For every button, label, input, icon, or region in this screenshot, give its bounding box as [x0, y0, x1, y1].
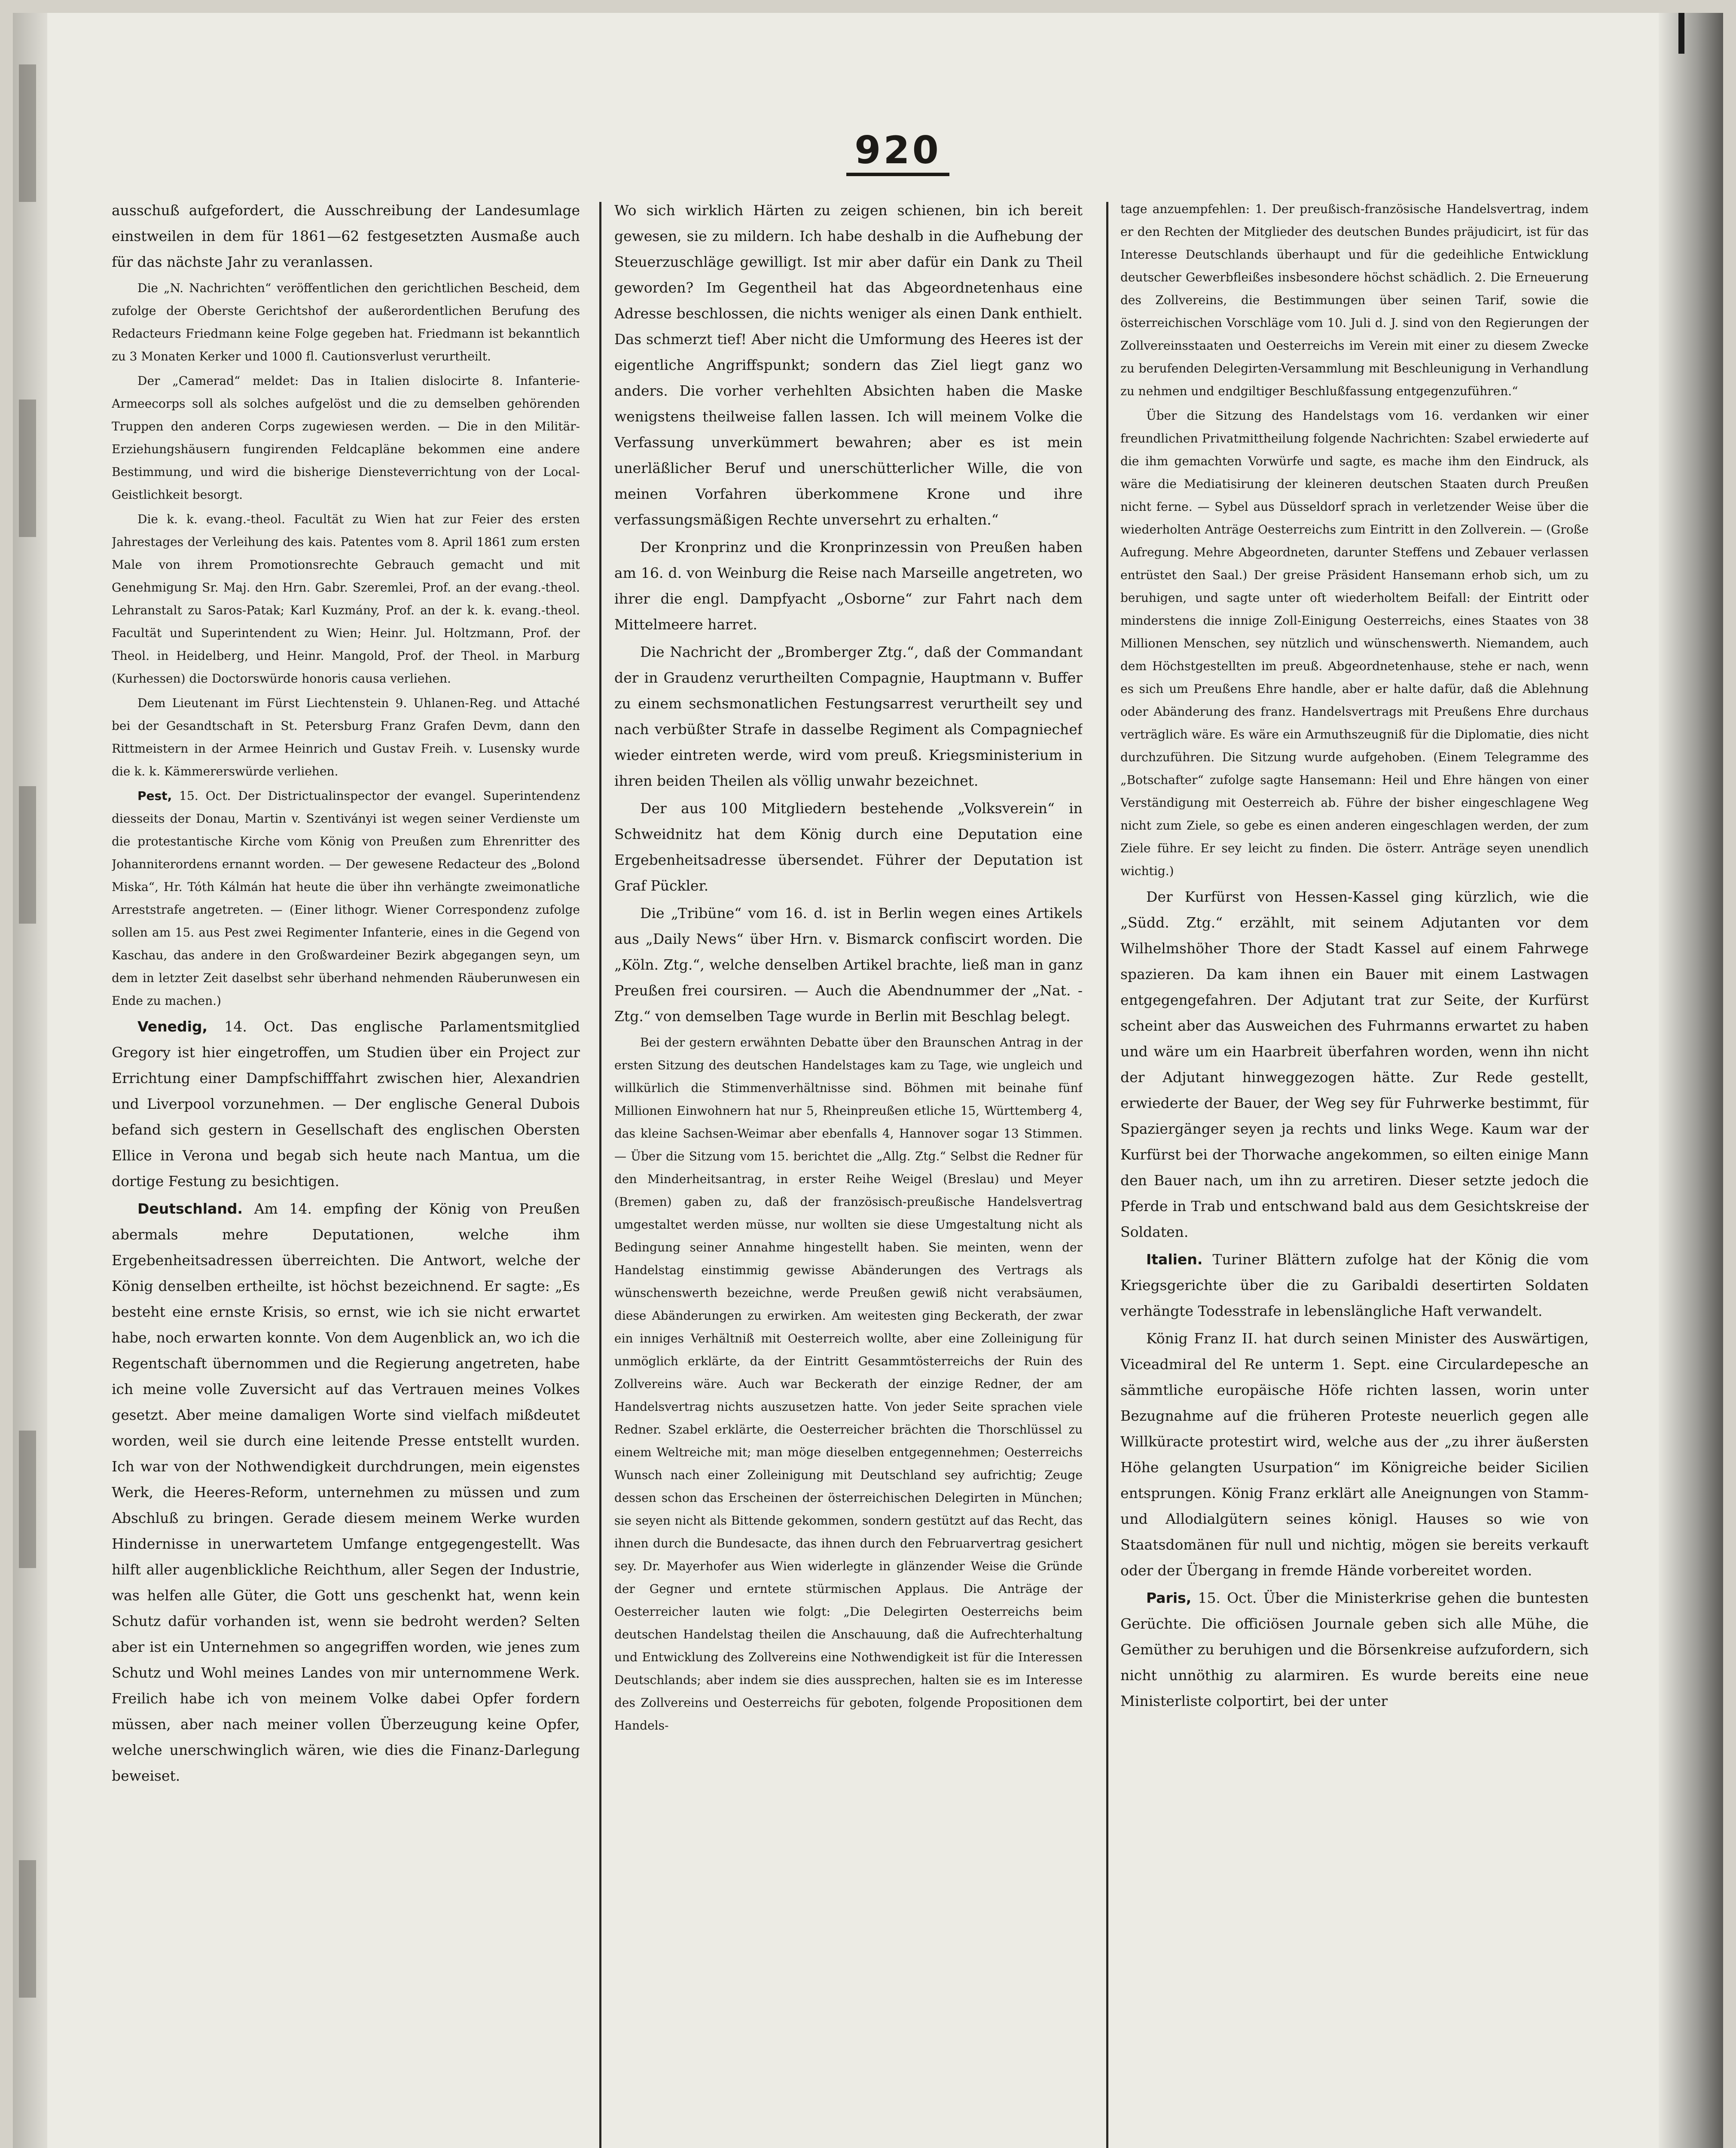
article-text: Die Nachricht der „Bromberger Ztg.“, daß der Commandant der in Graudenz verurtheilten Compagnie, Hauptmann v. Buffer zu einem sechsmonatlichen Festungsarrest verurtheilt sey und nach verbüßter Strafe in dasselbe Regiment als Compagniechef wieder eintreten werde, wird vom preuß. Kriegsministerium in ihren beiden Theilen als völlig unwahr bezeichnet. [614, 644, 1083, 789]
newspaper-page [13, 13, 1723, 2148]
article-text: Der „Camerad“ meldet: Das in Italien dislocirte 8. Infanterie-Armeecorps soll als solches aufgelöst und die zu demselben gehörenden Truppen den anderen Corps zugewiesen werden. — Die in den Militär-Erziehungshäusern fungirenden Feldcapläne bekommen eine andere Bestimmung, und wird die bisherige Diensteverrichtung von der Local-Geistlichkeit besorgt. [112, 374, 580, 502]
article-text: Der Kurfürst von Hessen-Kassel ging kürzlich, wie die „Südd. Ztg.“ erzählt, mit seinem Adjutanten vor dem Wilhelmshöher Thore der Stadt Kassel auf einem Fahrwege spazieren. Da kam ihnen ein Bauer mit einem Lastwagen entgegengefahren. Der Adjutant trat zur Seite, der Kurfürst scheint aber das Ausweichen des Fuhrmanns erwartet zu haben und wäre um ein Haarbreit überfahren worden, wenn ihn nicht der Adjutant hinweggezogen hätte. Zur Rede gestellt, erwiederte der Bauer, der Weg sey für Fuhrwerke bestimmt, für Spaziergänger seyen ja rechts und links Wege. Kaum war der Kurfürst bei der Thorwache angekommen, so eilten einige Mann den Bauer nach, um ihn zu arretiren. Dieser setzte jedoch die Pferde in Trab und entschwand bald aus dem Gesichtskreise der Soldaten. [1120, 888, 1589, 1240]
article-text: Die „Tribüne“ vom 16. d. ist in Berlin wegen eines Artikels aus „Daily News“ über Hrn. v. Bismarck confiscirt worden. Die „Köln. Ztg.“, welche denselben Artikel brachte, ließ man in ganz Preußen frei coursiren. — Auch die Abendnummer der „Nat. - Ztg.“ von demselben Tage wurde in Berlin mit Beschlag belegt. [614, 905, 1083, 1025]
article-text: Turiner Blättern zufolge hat der König die vom Kriegsgerichte über die zu Garibaldi desertirten Soldaten verhängte Todesstrafe in lebenslängliche Haft verwandelt. [1120, 1251, 1589, 1319]
article-paragraph [614, 198, 1083, 533]
article-text: Der aus 100 Mitgliedern bestehende „Volksverein“ in Schweidnitz hat dem König durch eine Deputation eine Ergebenheitsadresse übersendet. Führer der Deputation ist Graf Pückler. [614, 800, 1083, 894]
article-paragraph [112, 277, 580, 368]
article-paragraph [112, 784, 580, 1012]
article-text: Über die Sitzung des Handelstags vom 16. verdanken wir einer freundlichen Privatmittheilung folgende Nachrichten: Szabel erwiederte auf die ihm gemachten Vorwürfe und sagte, es mache ihm den Eindruck, als wäre die Mediatisirung der kleineren deutschen Staaten durch Preußen nicht ferne. — Sybel aus Düsseldorf sprach in verletzender Weise über die wiederholten Anträge Oesterreichs zum Eintritt in den Zollverein. — (Große Aufregung. Mehre Abgeordneten, darunter Steffens und Zebauer verlassen entrüstet den Saal.) Der greise Präsident Hansemann erhob sich, um zu beruhigen, und sagte unter oft wiederholtem Beifall: der Eintritt oder minderstens die innige Zoll-Einigung Oesterreichs, eines Staates von 38 Millionen Menschen, sey nützlich und wünschenswerth. Niemandem, auch dem Höchstgestellten im preuß. Abgeordnetenhause, stehe er nach, wenn es sich um Preußens Ehre handle, aber er halte dafür, daß die Ablehnung oder Abänderung des franz. Handelsvertrags mit Preußens Ehre durchaus verträglich wäre. Es wäre ein Armuthszeugniß für die Diplomatie, dies nicht durchzuführen. Die Sitzung wurde aufgehoben. (Einem Telegramme des „Botschafter“ zufolge sagte Hansemann: Heil und Ehre hängen von einer Verständigung mit Oesterreich ab. Führe der bisher eingeschlagene Weg nicht zum Ziele, so gebe es einen anderen eingeschlagen werden, der zum Ziele führe. Er sey leicht zu finden. Die österr. Anträge seyen unendlich wichtig.) [1120, 409, 1589, 878]
article-dateline: Paris, [1146, 1590, 1192, 1606]
text-column-1 [112, 198, 580, 2148]
article-paragraph [112, 692, 580, 783]
article-text: Am 14. empfing der König von Preußen abermals mehre Deputationen, welche ihm Ergebenheitsadressen überreichten. Die Antwort, welche der König denselben ertheilte, ist höchst bezeichnend. Er sagte: „Es besteht eine ernste Krisis, so ernst, wie ich sie nicht erwartet habe, noch erwarten konnte. Von dem Augenblick an, wo ich die Regentschaft übernommen und die Regierung angetreten, habe ich meine volle Zuversicht auf das Vertrauen meines Volkes gesetzt. Aber meine damaligen Worte sind vielfach mißdeutet worden, weil sie durch eine leitende Presse entstellt wurden. Ich war von der Nothwendigkeit durchdrungen, mein eigenstes Werk, die Heeres-Reform, unternehmen zu müssen und zum Abschluß zu bringen. Gerade diesem meinem Werke wurden Hindernisse in unerwartetem Umfange entgegengestellt. Was hilft aller augenblickliche Reichthum, aller Segen der Industrie, was helfen alle Güter, die Gott uns geschenkt hat, wenn kein Schutz dafür vorhanden ist, wenn sie bedroht werden? Selten aber ist ein Unternehmen so angegriffen worden, wie jenes zum Schutz und Wohl meines Landes von mir unternommene Werk. Freilich habe ich von meinem Volke dabei Opfer fordern müssen, aber nach meiner vollen Überzeugung keine Opfer, welche unerschwinglich wären, wie dies die Finanz-Darlegung beweiset. [112, 1200, 580, 1784]
article-paragraph [614, 900, 1083, 1029]
article-paragraph [614, 534, 1083, 638]
article-text: 14. Oct. Das englische Parlamentsmitglied Gregory ist hier eingetroffen, um Studien über ein Project zur Errichtung einer Dampfschifffahrt zwischen hier, Alexandrien und Liverpool vorzunehmen. — Der englische General Dubois befand sich gestern in Gesellschaft des englischen Obersten Ellice in Verona und begab sich heute nach Mantua, um die dortige Festung zu besichtigen. [112, 1018, 580, 1190]
article-paragraph [112, 369, 580, 506]
article-paragraph [1120, 1585, 1589, 1714]
article-paragraph [1120, 884, 1589, 1245]
scan-edge-shadow [1659, 13, 1723, 2148]
article-text: Dem Lieutenant im Fürst Liechtenstein 9. Uhlanen-Reg. und Attaché bei der Gesandtschaft in St. Petersburg Franz Grafen Devm, dann den Rittmeistern in der Armee Heinrich und Gustav Freih. v. Lusensky wurde die k. k. Kämmererswürde verliehen. [112, 696, 580, 778]
page-number-rule [846, 173, 949, 176]
text-column-3 [1120, 198, 1589, 2148]
article-text: Wo sich wirklich Härten zu zeigen schienen, bin ich bereit gewesen, sie zu mildern. Ich habe deshalb in die Aufhebung der Steuerzuschläge gewilligt. Ist mir aber dafür ein Dank zu Theil geworden? Im Gegentheil hat das Abgeordnetenhaus eine Adresse beschlossen, die nichts weniger als einen Dank enthielt. Das schmerzt tief! Aber nicht die Umformung des Heeres ist der eigentliche Angriffspunkt; sondern das Ziel liegt ganz wo anders. Die vorher verhehlten Absichten haben die Maske wenigstens theilweise fallen lassen. Ich will meinem Volke die Verfassung unverkümmert bewahren; aber es ist mein unerläßlicher Beruf und unerschütterlicher Wille, die von meinen Vorfahren überkommene Krone und ihre verfassungsmäßigen Rechte unversehrt zu erhalten.“ [614, 202, 1083, 528]
article-dateline: Italien. [1146, 1251, 1203, 1268]
article-paragraph [614, 796, 1083, 899]
article-paragraph [614, 639, 1083, 794]
article-text: König Franz II. hat durch seinen Minister des Auswärtigen, Viceadmiral del Re unterm 1. Sept. eine Circulardepesche an sämmtliche europäische Höfe richten lassen, worin unter Bezugnahme auf die früheren Proteste neuerlich gegen alle Willküracte protestirt wird, welche aus der „zu ihrer äußersten Höhe gelangten Usurpation“ im Königreiche beider Sicilien entsprungen. König Franz erklärt alle Aneignungen von Stamm- und Allodialgütern seines königl. Hauses so wie von Staatsdomänen für null und nichtig, mögen sie bereits verkauft oder der Übergang in fremde Hände vorbereitet worden. [1120, 1330, 1589, 1579]
article-text: 15. Oct. Über die Ministerkrise gehen die buntesten Gerüchte. Die officiösen Journale geben sich alle Mühe, die Gemüther zu beruhigen und die Börsenkreise aufzufordern, sich nicht unnöthig zu alarmiren. Es wurde bereits eine neue Ministerliste colportirt, bei der unter [1120, 1590, 1589, 1709]
text-column-2 [614, 198, 1083, 2148]
scan-crop-mark [1678, 13, 1684, 54]
column-divider [599, 202, 601, 2148]
article-text: Bei der gestern erwähnten Debatte über den Braunschen Antrag in der ersten Sitzung des deutschen Handelstages kam zu Tage, wie ungleich und willkürlich die Stimmenverhältnisse sind. Böhmen mit beinahe fünf Millionen Einwohnern hat nur 5, Rheinpreußen etliche 15, Württemberg 4, das kleine Sachsen-Weimar aber ebenfalls 4, Hannover sogar 13 Stimmen. — Über die Sitzung vom 15. berichtet die „Allg. Ztg.“ Selbst die Redner für den Minderheitsantrag, in erster Reihe Weigel (Breslau) und Meyer (Bremen) gaben zu, daß der französisch-preußische Handelsvertrag umgestaltet werden müsse, nur wollten sie diese Umgestaltung nicht als Bedingung seiner Annahme hingestellt haben. Sie meinten, wenn der Handelstag einstimmig gewisse Abänderungen des Vertrags als wünschenswerth bezeichne, werde Preußen gewiß nicht verabsäumen, diese Abänderungen zu erwirken. Am weitesten ging Beckerath, der zwar ein inniges Verhältniß mit Oesterreich wollte, aber eine Zolleinigung für unmöglich erklärte, da der Eintritt Gesammtösterreichs der Ruin des Zollvereins wäre. Auch war Beckerath der einzige Redner, der am Handelsvertrag nichts auszusetzen hatte. Von jeder Seite sprachen viele Redner. Szabel erklärte, die Oesterreicher brächten die Thorschlüssel zu einem Weltreiche mit; man möge dieselben entgegennehmen; Oesterreichs Wunsch nach einer Zolleinigung mit Deutschland sey aufrichtig; Zeuge dessen schon das Erscheinen der österreichischen Delegirten in München; sie seyen nicht als Bittende gekommen, sondern gestützt auf das Recht, das ihnen durch die Bundesacte, das ihnen durch den Februarvertrag gesichert sey. Dr. Mayerhofer aus Wien widerlegte in glänzender Weise die Gründe der Gegner und erntete stürmischen Applaus. Die Anträge der Oesterreicher lauten wie folgt: „Die Delegirten Oesterreichs beim deutschen Handelstag theilen die Anschauung, daß die Aufrechterhaltung und Entwicklung des Zollvereins eine Nothwendigkeit ist für die Interessen Deutschlands; aber indem sie dies aussprechen, halten sie es im Interesse des Zollvereins und Oesterreichs für geboten, folgende Propositionen dem Handels- [614, 1035, 1083, 1733]
article-dateline: Pest, [137, 789, 172, 803]
article-paragraph [1120, 404, 1589, 882]
article-text: ausschuß aufgefordert, die Ausschreibung der Landesumlage einstweilen in dem für 1861—62 festgesetzten Ausmaße auch für das nächste Jahr zu veranlassen. [112, 202, 580, 270]
article-paragraph [1120, 1326, 1589, 1584]
article-paragraph [112, 508, 580, 690]
article-text: Die k. k. evang.-theol. Facultät zu Wien hat zur Feier des ersten Jahrestages der Verleihung des kais. Patentes vom 8. April 1861 zum ersten Male von ihrem Promotionsrechte Gebrauch gemacht und mit Genehmigung Sr. Maj. den Hrn. Gabr. Szeremlei, Prof. an der evang.-theol. Lehranstalt zu Saros-Patak; Karl Kuzmány, Prof. an der k. k. evang.-theol. Facultät und Superintendent zu Wien; Heinr. Jul. Holtzmann, Prof. der Theol. in Heidelberg, und Heinr. Mangold, Prof. der Theol. in Marburg (Kurhessen) die Doctorswürde honoris causa verliehen. [112, 512, 580, 686]
article-text: Der Kronprinz und die Kronprinzessin von Preußen haben am 16. d. von Weinburg die Reise nach Marseille angetreten, wo ihrer die engl. Dampfyacht „Osborne“ zur Fahrt nach dem Mittelmeere harret. [614, 539, 1083, 633]
article-paragraph [1120, 198, 1589, 403]
page-number: 920 [854, 128, 941, 172]
article-dateline: Venedig, [137, 1018, 208, 1035]
article-paragraph [112, 198, 580, 275]
article-text: 15. Oct. Der Districtualinspector der evangel. Superintendenz diesseits der Donau, Martin v. Szentiványi ist wegen seiner Verdienste um die protestantische Kirche vom König von Preußen zum Ehrenritter des Johanniterordens ernannt worden. — Der gewesene Redacteur des „Bolond Miska“, Hr. Tóth Kálmán hat heute die über ihn verhängte zweimonatliche Arreststrafe angetreten. — (Einer lithogr. Wiener Correspondenz zufolge sollen am 15. aus Pest zwei Regimenter Infanterie, eines in die Gegend von Kaschau, das andere in den Großwardeiner Bezirk abgegangen seyn, um dem in letzter Zeit daselbst sehr überhand nehmenden Räuberunwesen ein Ende zu machen.) [112, 789, 580, 1008]
article-paragraph [112, 1196, 580, 1789]
article-text: Die „N. Nachrichten“ veröffentlichen den gerichtlichen Bescheid, dem zufolge der Oberste Gerichtshof der außerordentlichen Berufung des Redacteurs Friedmann keine Folge gegeben hat. Friedmann ist bekanntlich zu 3 Monaten Kerker und 1000 fl. Cautionsverlust verurtheilt. [112, 281, 580, 363]
article-paragraph [112, 1014, 580, 1194]
article-dateline: Deutschland. [137, 1200, 243, 1217]
article-text: tage anzuempfehlen: 1. Der preußisch-französische Handelsvertrag, indem er den Rechten der Mitglieder des deutschen Bundes präjudicirt, ist für das Interesse Deutschlands überhaupt und für die gedeihliche Entwicklung deutscher Gewerbfleißes insbesondere höchst schädlich. 2. Die Erneuerung des Zollvereins, die Bestimmungen über seinen Tarif, sowie die österreichischen Vorschläge vom 10. Juli d. J. sind von den Regierungen der Zollvereinsstaaten und Oesterreichs im Verein mit einer zu diesem Zwecke zu berufenden Delegirten-Versammlung mit Beschleunigung in Verhandlung zu nehmen und endgiltiger Beschlußfassung entgegenzuführen.“ [1120, 202, 1589, 398]
article-paragraph [1120, 1247, 1589, 1324]
article-paragraph [614, 1031, 1083, 1737]
column-divider [1106, 202, 1108, 2148]
scan-binding-margin [13, 13, 47, 2148]
